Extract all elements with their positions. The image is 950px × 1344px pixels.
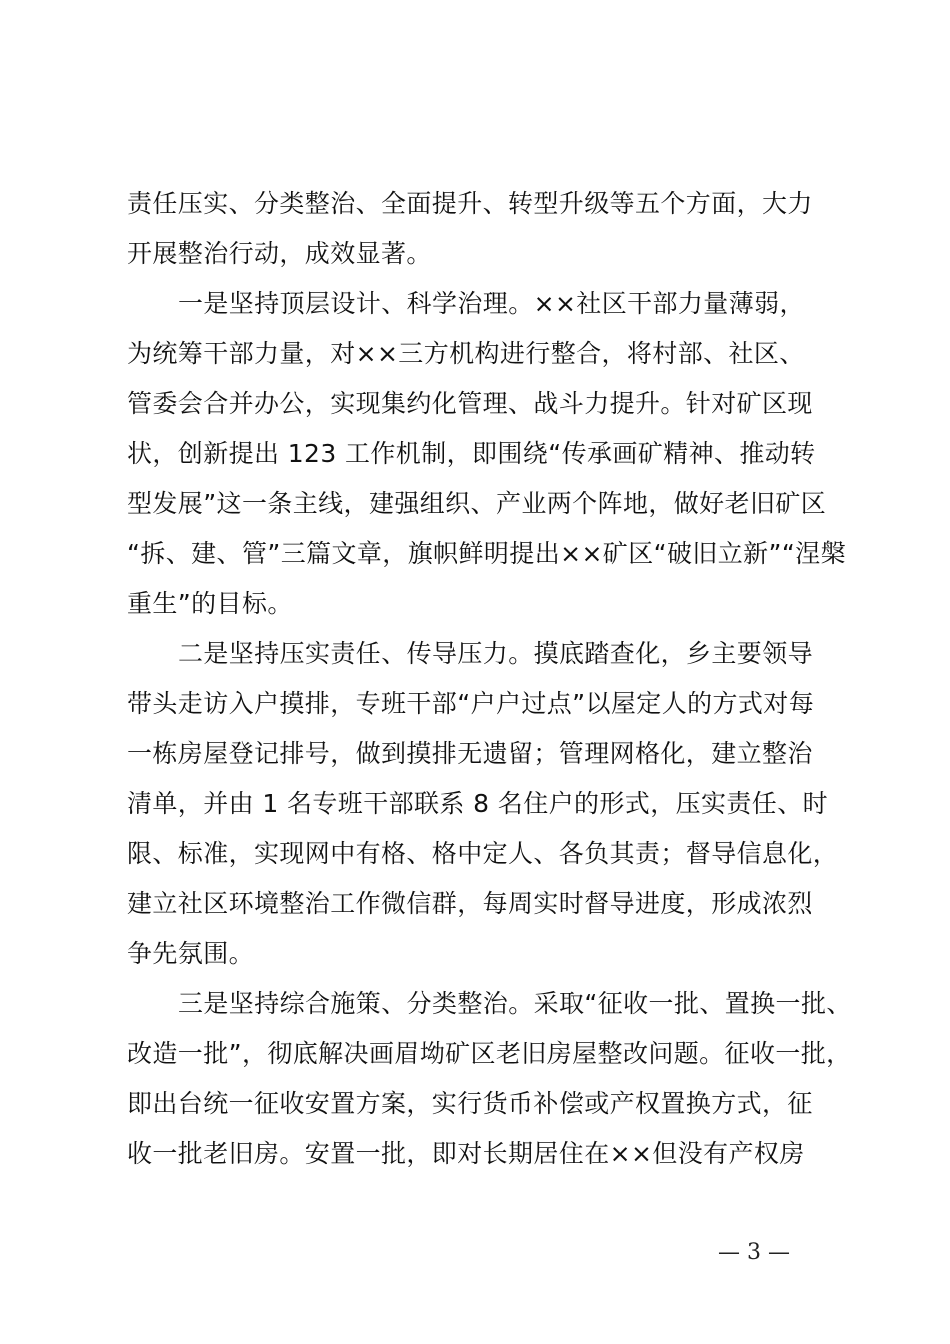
text-line: 状，创新提出 123 工作机制，即围绕“传承画矿精神、推动转 <box>127 439 816 468</box>
text-line: 争先氛围。 <box>127 939 255 968</box>
text-line: 为统筹干部力量，对××三方机构进行整合，将村部、社区、 <box>127 339 805 368</box>
paragraph-first-line: 一是坚持顶层设计、科学治理。××社区干部力量薄弱， <box>178 289 805 318</box>
text-line: 管委会合并办公，实现集约化管理、战斗力提升。针对矿区现 <box>127 389 813 418</box>
text-line: 型发展”这一条主线，建强组织、产业两个阵地，做好老旧矿区 <box>127 489 827 518</box>
text-line: 收一批老旧房。安置一批，即对长期居住在××但没有产权房 <box>127 1139 805 1168</box>
text-line: 一栋房屋登记排号，做到摸排无遗留；管理网格化，建立整治 <box>127 739 813 768</box>
text-line: 带头走访入户摸排，专班干部“户户过点”以屋定人的方式对每 <box>127 689 815 718</box>
page-number: — 3 — <box>718 1240 790 1265</box>
text-line: 开展整治行动，成效显著。 <box>127 239 432 268</box>
text-line: 重生”的目标。 <box>127 589 293 618</box>
text-line: “拆、建、管”三篇文章，旗帜鲜明提出××矿区“破旧立新”“涅槃 <box>127 539 847 568</box>
text-line: 建立社区环境整治工作微信群，每周实时督导进度，形成浓烈 <box>127 889 813 918</box>
text-line: 改造一批”，彻底解决画眉坳矿区老旧房屋整改问题。征收一批， <box>127 1039 852 1068</box>
text-line: 即出台统一征收安置方案，实行货币补偿或产权置换方式，征 <box>127 1089 813 1118</box>
paragraph-first-line: 三是坚持综合施策、分类整治。采取“征收一批、置换一批、 <box>178 989 852 1018</box>
paragraph-first-line: 二是坚持压实责任、传导压力。摸底踏查化，乡主要领导 <box>178 639 814 668</box>
text-line: 限、标准，实现网中有格、格中定人、各负其责；督导信息化， <box>127 839 839 868</box>
text-line: 清单，并由 1 名专班干部联系 8 名住户的形式，压实责任、时 <box>127 789 829 818</box>
text-line: 责任压实、分类整治、全面提升、转型升级等五个方面，大力 <box>127 189 813 218</box>
